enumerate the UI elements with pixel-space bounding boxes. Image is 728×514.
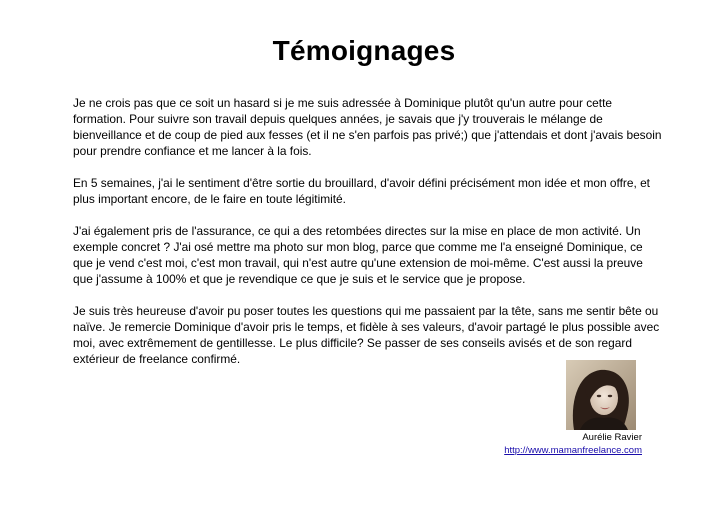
author-website-link[interactable]: http://www.mamanfreelance.com — [504, 445, 642, 456]
page-title: Témoignages — [272, 35, 456, 66]
testimonial-paragraph-3: J'ai également pris de l'assurance, ce qui a des retombées directes sur la mise en place de mon activité. Un exemple concret ? J'ai osé mettre ma photo sur mon blog, parce que comme me l'a enseigné Dominique, ce que je vend c'est moi, c'est mon travail, qui n'est autre qu'une extension de moi-même. C'est aussi la preuve que j'assume à 100% et que je revendique ce que je suis et le service que je propose. — [73, 224, 643, 286]
testimonial-paragraph-1: Je ne crois pas que ce soit un hasard si je me suis adressée à Dominique plutôt qu'un autre pour cette formation. Pour suivre son travail depuis quelques années, je savais que j'y trouverais le mélange de bienveillance et de coup de pied aux fesses (et il ne s'en parfois pas privé;) que j'attendais et dont j'avais besoin pour prendre confiance et me lancer à la fois. — [73, 96, 662, 158]
testimonial-body — [73, 95, 663, 383]
testimonial-paragraph-2: En 5 semaines, j'ai le sentiment d'être sortie du brouillard, d'avoir défini précisément mon idée et mon offre, et plus important encore, de le faire en toute légitimité. — [73, 176, 650, 206]
author-portrait-image — [566, 360, 636, 430]
author-photo — [566, 360, 636, 430]
testimonial-paragraph-4: Je suis très heureuse d'avoir pu poser toutes les questions qui me passaient par la tête, sans me sentir bête ou naïve. Je remercie Dominique d'avoir pris le temps, et fidèle à ses valeurs, d'avoir partagé le plus possible avec moi, avec extrêmement de gentillesse. Le plus difficile? Se passer de ses conseils avisés et de son regard extérieur de freelance confirmé. — [73, 304, 660, 366]
author-name: Aurélie Ravier — [582, 432, 642, 443]
